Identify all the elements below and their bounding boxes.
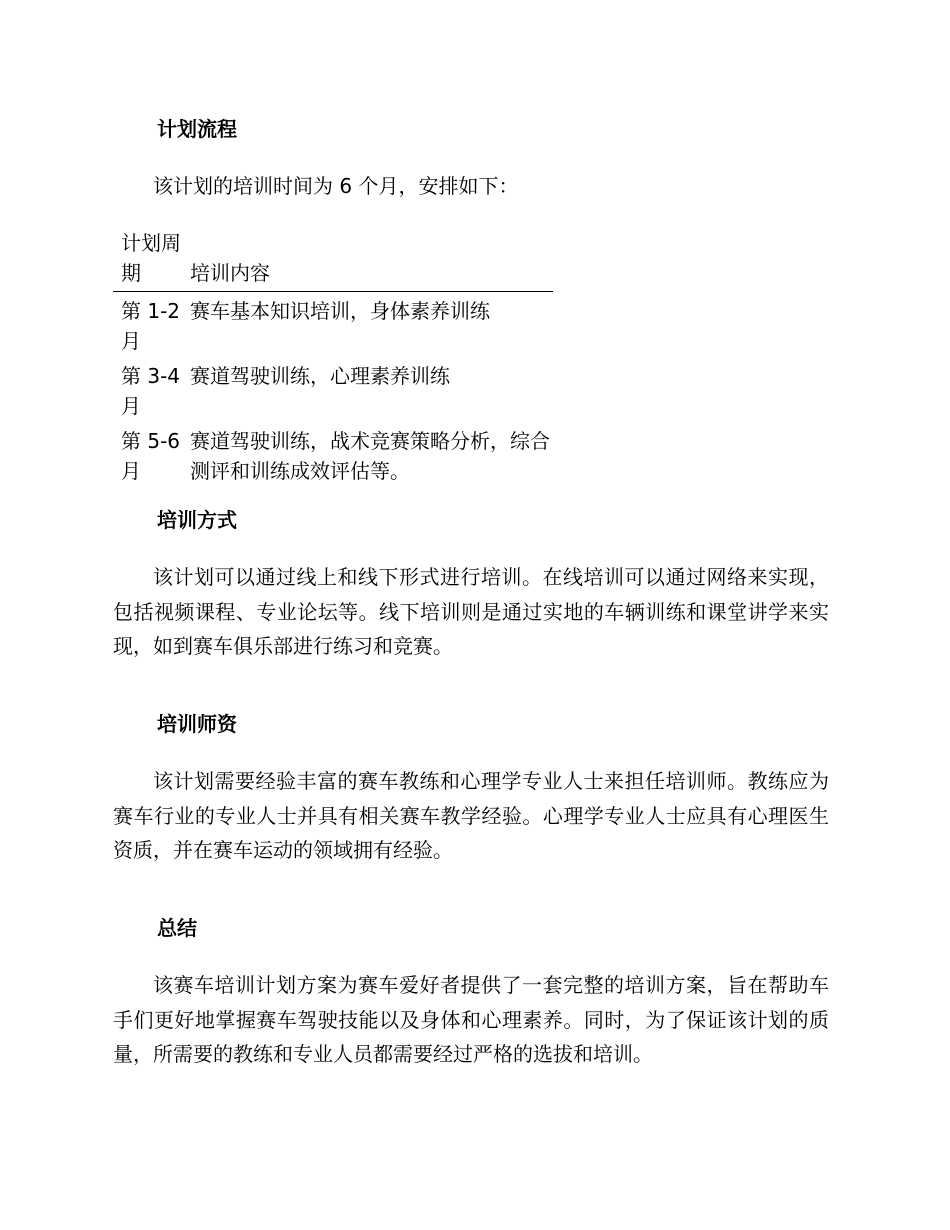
row-content: 赛车基本知识培训，身体素养训练 [190, 299, 490, 323]
heading-plan-flow: 计划流程 [157, 117, 237, 141]
row-period: 第 3-4 月 [121, 364, 181, 418]
row-period: 第 1-2 月 [121, 299, 181, 353]
heading-training-method: 培训方式 [157, 508, 237, 532]
row-period: 第 5-6 月 [121, 429, 181, 483]
summary-body: 该赛车培训计划方案为赛车爱好者提供了一套完整的培训方案，旨在帮助车手们更好地掌握赛车驾驶技能以及身体和心理素养。同时，为了保证该计划的质量，所需要的教练和专业人员都需要经过严格的选拔和培训。 [113, 973, 829, 1066]
heading-trainers: 培训师资 [157, 712, 237, 736]
header-content: 培训内容 [190, 261, 270, 285]
table-row [113, 357, 553, 422]
plan-flow-intro: 该计划的培训时间为 6 个月，安排如下： [153, 174, 519, 198]
training-method-body: 该计划可以通过线上和线下形式进行培训。在线培训可以通过网络来实现，包括视频课程、专业论坛等。线下培训则是通过实地的车辆训练和课堂讲学来实现，如到赛车俱乐部进行练习和竞赛。 [113, 565, 829, 658]
table-row [113, 292, 553, 358]
table-row [113, 422, 553, 487]
heading-summary: 总结 [157, 916, 197, 940]
trainers-body: 该计划需要经验丰富的赛车教练和心理学专业人士来担任培训师。教练应为赛车行业的专业人士并具有相关赛车教学经验。心理学专业人士应具有心理医生资质，并在赛车运动的领域拥有经验。 [113, 769, 829, 862]
header-period: 计划周期 [121, 231, 181, 285]
schedule-header-row [113, 228, 553, 292]
schedule-table [113, 228, 553, 487]
row-content: 赛道驾驶训练，战术竞赛策略分析，综合测评和训练成效评估等。 [190, 429, 550, 483]
row-content: 赛道驾驶训练，心理素养训练 [190, 364, 450, 388]
